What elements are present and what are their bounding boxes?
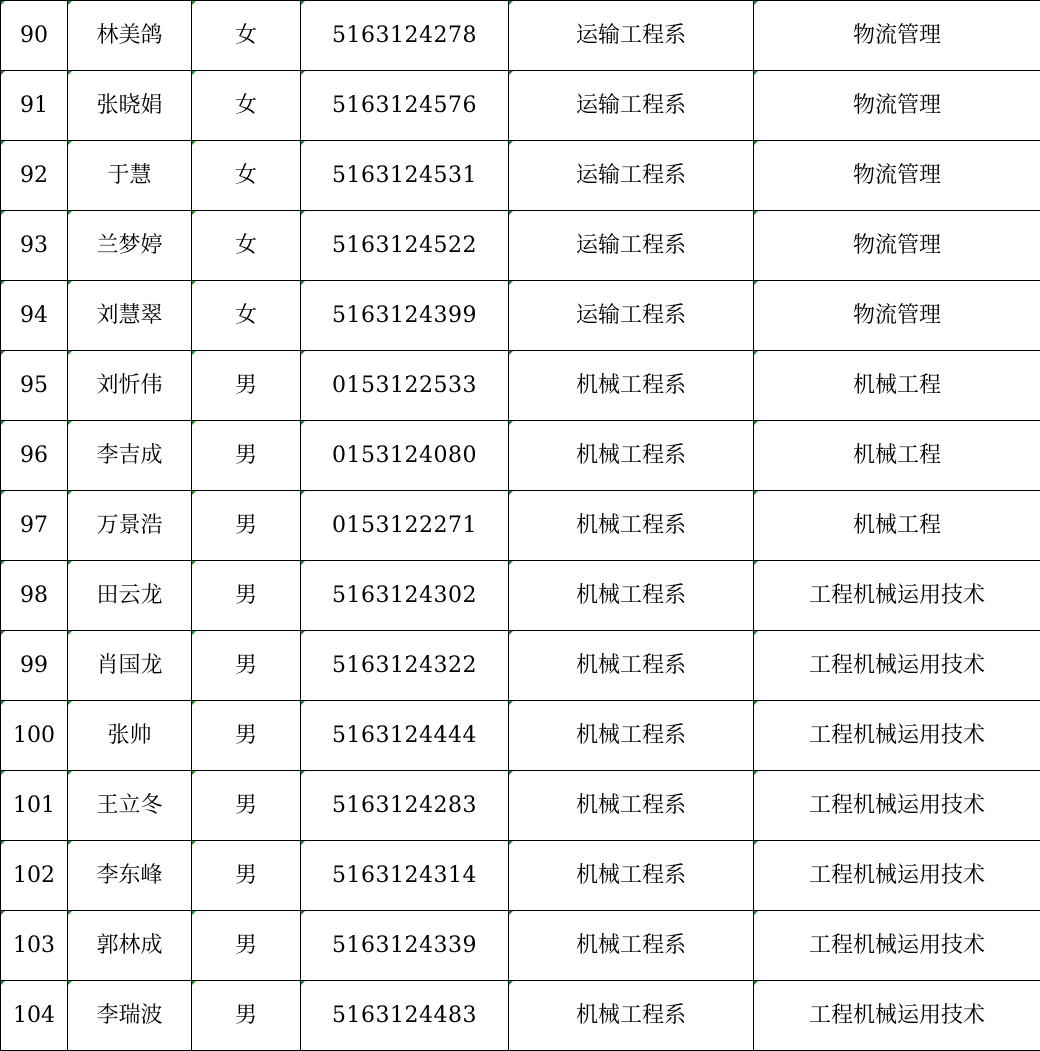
department-cell: 机械工程系 — [509, 421, 754, 491]
table-row — [1, 841, 1040, 911]
row-number-cell: 95 — [1, 351, 68, 421]
department-cell: 运输工程系 — [509, 281, 754, 351]
student-id-cell: 5163124339 — [301, 911, 509, 981]
student-id-cell: 5163124314 — [301, 841, 509, 911]
department-cell: 运输工程系 — [509, 71, 754, 141]
row-number-cell: 96 — [1, 421, 68, 491]
name-cell: 万景浩 — [68, 491, 192, 561]
gender-cell: 男 — [192, 911, 301, 981]
name-cell: 田云龙 — [68, 561, 192, 631]
major-cell: 工程机械运用技术 — [754, 701, 1040, 771]
department-cell: 运输工程系 — [509, 1, 754, 71]
major-cell: 工程机械运用技术 — [754, 981, 1040, 1051]
gender-cell: 男 — [192, 771, 301, 841]
student-id-cell: 0153122271 — [301, 491, 509, 561]
department-cell: 机械工程系 — [509, 841, 754, 911]
department-cell: 机械工程系 — [509, 561, 754, 631]
table-row — [1, 981, 1040, 1051]
student-id-cell: 5163124278 — [301, 1, 509, 71]
table-row — [1, 491, 1040, 561]
department-cell: 机械工程系 — [509, 351, 754, 421]
table-row — [1, 911, 1040, 981]
major-cell: 工程机械运用技术 — [754, 561, 1040, 631]
row-number-cell: 101 — [1, 771, 68, 841]
name-cell: 张晓娟 — [68, 71, 192, 141]
department-cell: 运输工程系 — [509, 141, 754, 211]
table-row — [1, 211, 1040, 281]
table-row — [1, 281, 1040, 351]
row-number-cell: 103 — [1, 911, 68, 981]
row-number-cell: 99 — [1, 631, 68, 701]
gender-cell: 女 — [192, 211, 301, 281]
major-cell: 工程机械运用技术 — [754, 771, 1040, 841]
department-cell: 机械工程系 — [509, 981, 754, 1051]
name-cell: 肖国龙 — [68, 631, 192, 701]
table-row — [1, 631, 1040, 701]
row-number-cell: 91 — [1, 71, 68, 141]
row-number-cell: 90 — [1, 1, 68, 71]
name-cell: 王立冬 — [68, 771, 192, 841]
major-cell: 物流管理 — [754, 71, 1040, 141]
student-id-cell: 0153124080 — [301, 421, 509, 491]
gender-cell: 女 — [192, 281, 301, 351]
major-cell: 物流管理 — [754, 1, 1040, 71]
student-id-cell: 5163124522 — [301, 211, 509, 281]
row-number-cell: 97 — [1, 491, 68, 561]
name-cell: 刘忻伟 — [68, 351, 192, 421]
major-cell: 工程机械运用技术 — [754, 911, 1040, 981]
table-row — [1, 771, 1040, 841]
name-cell: 李瑞波 — [68, 981, 192, 1051]
student-id-cell: 5163124531 — [301, 141, 509, 211]
name-cell: 张帅 — [68, 701, 192, 771]
major-cell: 工程机械运用技术 — [754, 631, 1040, 701]
student-id-cell: 5163124576 — [301, 71, 509, 141]
gender-cell: 男 — [192, 561, 301, 631]
major-cell: 工程机械运用技术 — [754, 841, 1040, 911]
row-number-cell: 100 — [1, 701, 68, 771]
student-id-cell: 5163124283 — [301, 771, 509, 841]
department-cell: 机械工程系 — [509, 631, 754, 701]
table-row — [1, 141, 1040, 211]
row-number-cell: 102 — [1, 841, 68, 911]
gender-cell: 男 — [192, 351, 301, 421]
major-cell: 机械工程 — [754, 491, 1040, 561]
gender-cell: 男 — [192, 841, 301, 911]
student-id-cell: 5163124399 — [301, 281, 509, 351]
row-number-cell: 98 — [1, 561, 68, 631]
name-cell: 刘慧翠 — [68, 281, 192, 351]
gender-cell: 男 — [192, 701, 301, 771]
gender-cell: 女 — [192, 1, 301, 71]
major-cell: 机械工程 — [754, 421, 1040, 491]
gender-cell: 男 — [192, 491, 301, 561]
table-row — [1, 561, 1040, 631]
table-row — [1, 351, 1040, 421]
table-row — [1, 1, 1040, 71]
gender-cell: 男 — [192, 981, 301, 1051]
major-cell: 物流管理 — [754, 211, 1040, 281]
department-cell: 机械工程系 — [509, 491, 754, 561]
student-id-cell: 5163124444 — [301, 701, 509, 771]
name-cell: 李吉成 — [68, 421, 192, 491]
gender-cell: 女 — [192, 141, 301, 211]
student-id-cell: 5163124302 — [301, 561, 509, 631]
table-row — [1, 421, 1040, 491]
department-cell: 机械工程系 — [509, 771, 754, 841]
row-number-cell: 93 — [1, 211, 68, 281]
gender-cell: 男 — [192, 421, 301, 491]
gender-cell: 女 — [192, 71, 301, 141]
name-cell: 郭林成 — [68, 911, 192, 981]
student-id-cell: 5163124322 — [301, 631, 509, 701]
table-row — [1, 71, 1040, 141]
name-cell: 兰梦婷 — [68, 211, 192, 281]
gender-cell: 男 — [192, 631, 301, 701]
student-id-cell: 5163124483 — [301, 981, 509, 1051]
roster-body — [1, 1, 1040, 1051]
name-cell: 李东峰 — [68, 841, 192, 911]
major-cell: 机械工程 — [754, 351, 1040, 421]
name-cell: 于慧 — [68, 141, 192, 211]
row-number-cell: 104 — [1, 981, 68, 1051]
major-cell: 物流管理 — [754, 141, 1040, 211]
student-id-cell: 0153122533 — [301, 351, 509, 421]
department-cell: 机械工程系 — [509, 911, 754, 981]
department-cell: 运输工程系 — [509, 211, 754, 281]
department-cell: 机械工程系 — [509, 701, 754, 771]
major-cell: 物流管理 — [754, 281, 1040, 351]
row-number-cell: 92 — [1, 141, 68, 211]
table-row — [1, 701, 1040, 771]
name-cell: 林美鸽 — [68, 1, 192, 71]
row-number-cell: 94 — [1, 281, 68, 351]
